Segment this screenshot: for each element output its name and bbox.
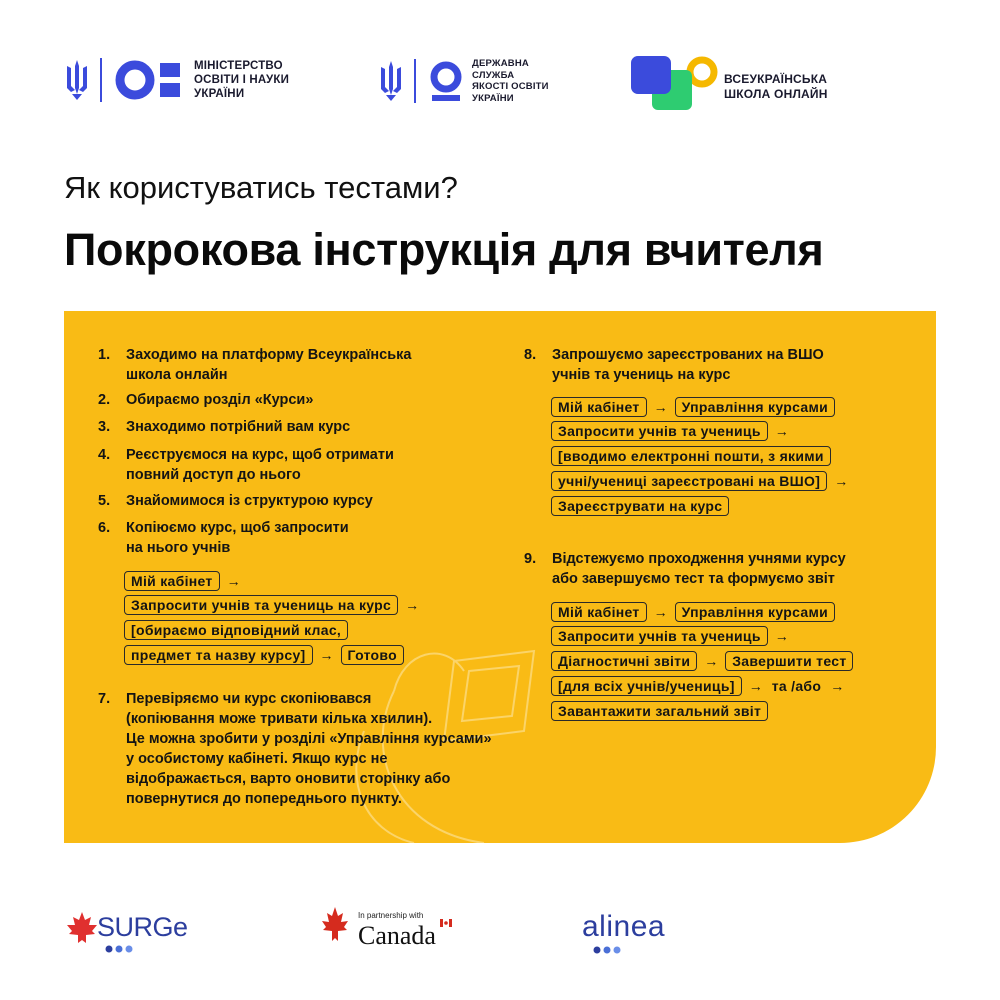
arrow-icon: →	[319, 647, 334, 664]
chip-choose-class: [обираємо відповідний клас,	[124, 620, 348, 640]
arrow-icon: →	[704, 653, 719, 670]
step-text-line: повернутися до попереднього пункту.	[126, 791, 402, 807]
step-number: 8.	[524, 347, 537, 363]
chip-for-all-students: [для всіх учнів/учениць]	[551, 676, 742, 696]
ministry-name	[194, 59, 289, 101]
page-subtitle: Як користуватись тестами?	[64, 170, 458, 205]
school-emblem-icon	[630, 54, 718, 119]
chip-finish-test[interactable]: Завершити тест	[725, 651, 853, 671]
dots-icon	[104, 944, 144, 954]
ministry-logo	[64, 58, 289, 102]
arrow-icon: →	[653, 398, 668, 415]
step-text-line: школа онлайн	[126, 367, 228, 383]
step-number: 6.	[98, 520, 111, 536]
chip-done[interactable]: Готово	[341, 645, 404, 665]
step-text-line: або завершуємо тест та формуємо звіт	[552, 571, 835, 587]
mon-emblem-icon	[114, 58, 184, 102]
chip-download-report[interactable]: Завантажити загальний звіт	[551, 701, 768, 721]
step-number: 9.	[524, 551, 537, 567]
step-text-line: (копіювання може тривати кілька хвилин).	[126, 711, 433, 727]
step-6-path	[124, 569, 426, 669]
arrow-icon: →	[748, 678, 763, 695]
canada-wordmark: Canada	[358, 921, 436, 950]
school-name	[724, 72, 828, 102]
step-text-line: Перевіряємо чи курс скопіювався	[126, 691, 372, 707]
step-text-line: Копіюємо курс, щоб запросити	[126, 520, 349, 536]
school-line-2: ШКОЛА ОНЛАЙН	[724, 86, 828, 101]
chip-manage-courses[interactable]: Управління курсами	[675, 397, 835, 417]
logo-divider	[414, 59, 416, 103]
service-name	[472, 58, 549, 104]
school-line-1: ВСЕУКРАЇНСЬКА	[724, 71, 828, 86]
chip-my-cabinet[interactable]: Мій кабінет	[551, 397, 647, 417]
chip-my-cabinet[interactable]: Мій кабінет	[124, 571, 220, 591]
step-8-path	[551, 395, 855, 519]
chip-invite-students[interactable]: Запросити учнів та учениць	[551, 626, 768, 646]
step-text-line: у особистому кабінеті. Якщо курс не	[126, 751, 388, 767]
alinea-wordmark: alinea	[582, 910, 666, 943]
dots-icon	[592, 945, 632, 955]
step-number: 3.	[98, 419, 111, 435]
ministry-line-3: УКРАЇНИ	[194, 88, 245, 100]
service-logo	[378, 58, 549, 104]
alinea-logo	[582, 910, 702, 956]
step-number: 4.	[98, 447, 111, 463]
arrow-icon: →	[774, 423, 789, 440]
service-line-2: СЛУЖБА	[472, 69, 515, 81]
arrow-icon: →	[830, 678, 845, 695]
step-number: 5.	[98, 493, 111, 509]
arrow-icon: →	[834, 473, 849, 490]
service-line-3: ЯКОСТІ ОСВІТИ	[472, 81, 549, 92]
trident-icon	[64, 58, 90, 102]
surge-logo	[64, 908, 204, 954]
chip-registered-students: учні/учениці зареєстровані на ВШО]	[551, 471, 827, 491]
and-or-text: та /або	[771, 678, 822, 695]
page-title: Покрокова інструкція для вчителя	[64, 224, 824, 275]
chip-invite-students[interactable]: Запросити учнів та учениць	[551, 421, 768, 441]
surge-wordmark: SURGe	[97, 912, 188, 942]
maple-leaf-icon	[320, 905, 350, 945]
canada-logo	[320, 905, 460, 955]
maple-leaf-icon	[64, 910, 100, 946]
arrow-icon: →	[653, 603, 668, 620]
service-emblem-icon	[428, 59, 464, 103]
step-number: 1.	[98, 347, 111, 363]
chip-manage-courses[interactable]: Управління курсами	[675, 602, 835, 622]
chip-invite-students-course[interactable]: Запросити учнів та учениць на курс	[124, 595, 398, 615]
flag-icon	[440, 919, 452, 927]
step-number: 7.	[98, 691, 111, 707]
school-logo	[630, 54, 828, 119]
step-text-line: відображається, варто оновити сторінку або	[126, 771, 451, 787]
service-line-4: УКРАЇНИ	[472, 92, 514, 104]
instructions-panel	[64, 311, 936, 843]
step-text-line: Знайомимося із структурою курсу	[126, 493, 373, 509]
arrow-icon: →	[774, 628, 789, 645]
arrow-icon: →	[226, 572, 241, 589]
chip-choose-subject: предмет та назву курсу]	[124, 645, 313, 665]
step-text-line: на нього учнів	[126, 540, 231, 556]
service-line-1: ДЕРЖАВНА	[472, 58, 529, 69]
step-text-line: Відстежуємо проходження учнями курсу	[552, 551, 846, 567]
ministry-line-2: ОСВІТИ І НАУКИ	[194, 74, 290, 86]
arrow-icon: →	[405, 597, 420, 614]
step-text-line: Це можна зробити у розділі «Управління курсами»	[126, 731, 492, 747]
step-text-line: Обираємо розділ «Курси»	[126, 392, 314, 408]
step-text-line: учнів та учениць на курс	[552, 367, 731, 383]
ministry-line-1: МІНІСТЕРСТВО	[194, 60, 283, 72]
step-text-line: повний доступ до нього	[126, 467, 301, 483]
chip-my-cabinet[interactable]: Мій кабінет	[551, 602, 647, 622]
step-text-line: Знаходимо потрібний вам курс	[126, 419, 351, 435]
step-text-line: Запрошуємо зареєстрованих на ВШО	[552, 347, 824, 363]
chip-register-to-course[interactable]: Зареєструвати на курс	[551, 496, 729, 516]
trident-icon	[378, 59, 404, 103]
step-text-line: Заходимо на платформу Всеукраїнська	[126, 347, 412, 363]
partnership-text: In partnership with	[358, 911, 424, 920]
chip-enter-emails: [вводимо електронні пошти, з якими	[551, 446, 831, 466]
step-text-line: Реєструємося на курс, щоб отримати	[126, 447, 394, 463]
chip-diagnostic-reports[interactable]: Діагностичні звіти	[551, 651, 697, 671]
logo-divider	[100, 58, 102, 102]
step-number: 2.	[98, 392, 111, 408]
step-9-path	[551, 600, 853, 724]
